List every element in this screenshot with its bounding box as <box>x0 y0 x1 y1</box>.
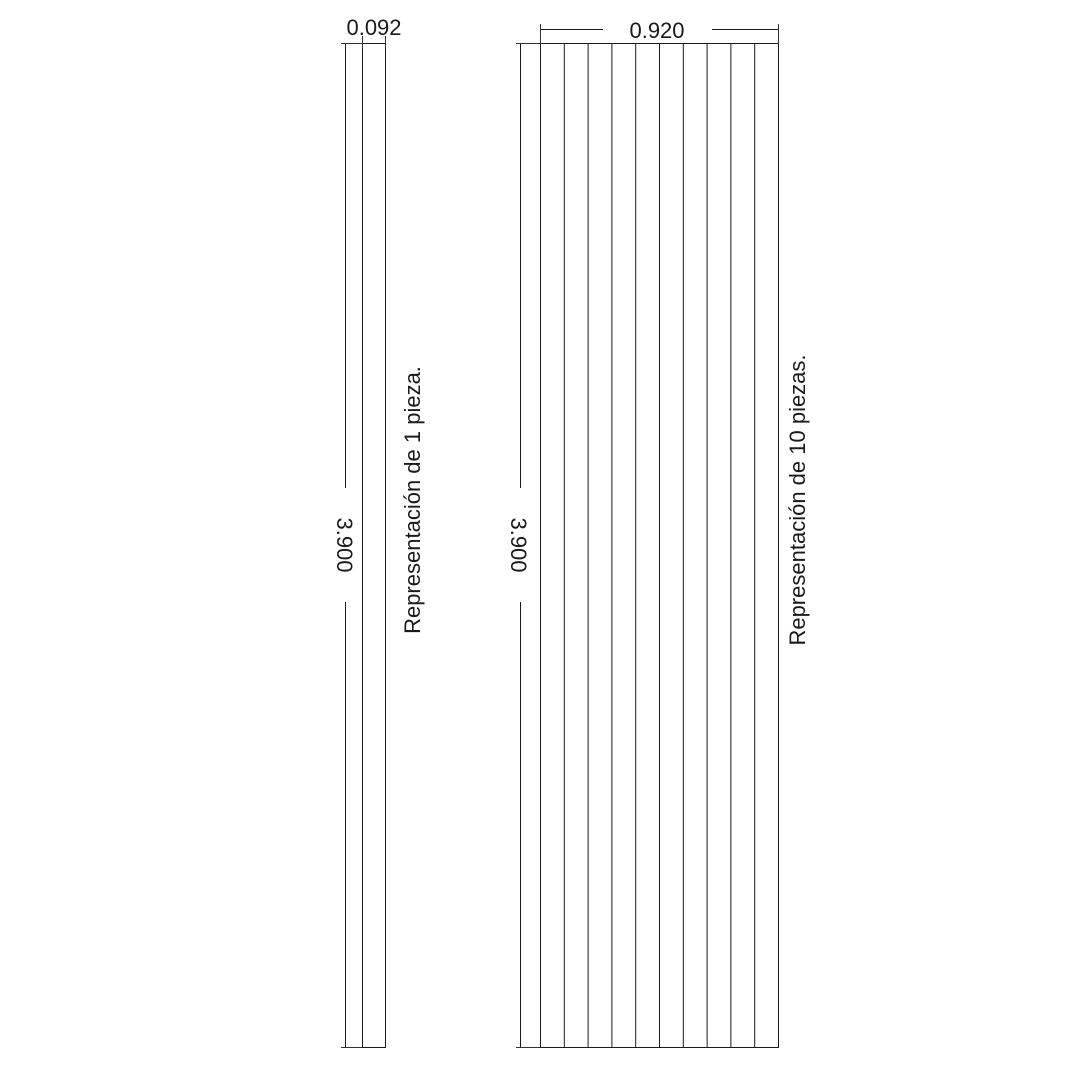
single-piece-group <box>332 15 425 1048</box>
ten-height-dimension: 3.900 <box>506 517 531 573</box>
single-piece-board <box>363 44 386 1048</box>
single-piece-label: Representación de 1 pieza. <box>400 366 425 634</box>
ten-pieces-dividers <box>564 44 754 1048</box>
single-width-dimension: 0.092 <box>346 15 402 40</box>
ten-width-dimension: 0.920 <box>629 18 685 43</box>
ten-pieces-group <box>506 18 810 1048</box>
single-height-dimension: 3.900 <box>332 517 357 573</box>
ten-pieces-label: Representación de 10 piezas. <box>785 354 810 646</box>
